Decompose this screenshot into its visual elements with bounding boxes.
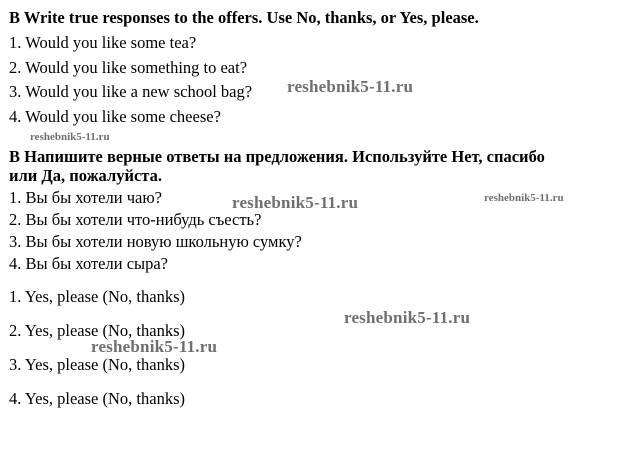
answer-4: 4. Yes, please (No, thanks): [9, 389, 185, 408]
answer-2: 2. Yes, please (No, thanks): [9, 321, 185, 340]
english-question-2: 2. Would you like something to eat?: [9, 58, 248, 77]
english-question-1: 1. Would you like some tea?: [9, 33, 197, 52]
watermark-6: reshebnik5-11.ru: [91, 337, 218, 356]
answer-3: 3. Yes, please (No, thanks): [9, 355, 185, 374]
english-question-3: 3. Would you like a new school bag?: [9, 82, 253, 101]
watermark-5: reshebnik5-11.ru: [344, 308, 471, 327]
russian-question-4: 4. Вы бы хотели сыра?: [9, 254, 169, 273]
watermark-4: reshebnik5-11.ru: [484, 192, 564, 204]
watermark-3: reshebnik5-11.ru: [232, 193, 359, 212]
russian-question-3: 3. Вы бы хотели новую школьную сумку?: [9, 232, 302, 251]
russian-question-2: 2. Вы бы хотели что-нибудь съесть?: [9, 210, 262, 229]
russian-task-heading-line1: B Напишите верные ответы на предложения. Используйте Нет, спасибо: [9, 147, 545, 166]
english-task-heading: B Write true responses to the offers. Use No, thanks, or Yes, please.: [9, 8, 479, 27]
russian-task-heading-line2: или Да, пожалуйста.: [9, 166, 162, 185]
watermark-1: reshebnik5-11.ru: [287, 77, 414, 96]
watermark-2: reshebnik5-11.ru: [30, 131, 110, 143]
english-question-4: 4. Would you like some cheese?: [9, 107, 221, 126]
russian-question-1: 1. Вы бы хотели чаю?: [9, 188, 162, 207]
answer-1: 1. Yes, please (No, thanks): [9, 287, 185, 306]
